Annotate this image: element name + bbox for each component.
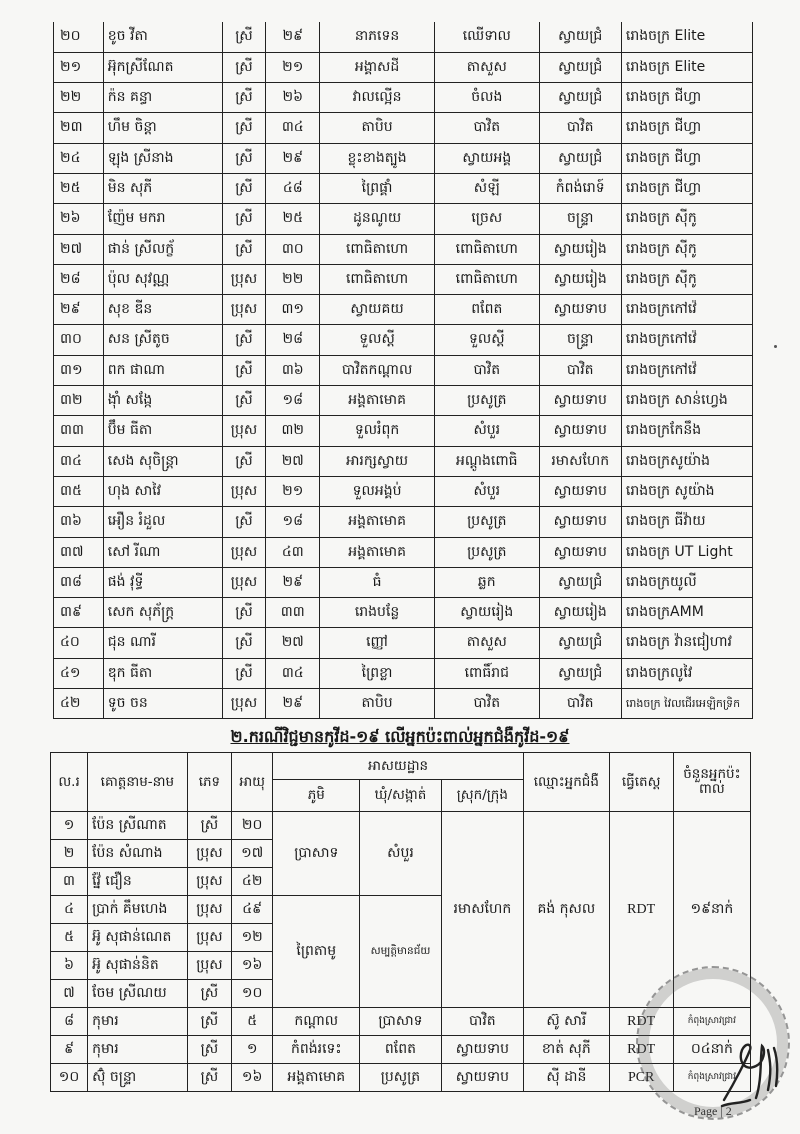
cell-contacts: កំពុងស្រាវជ្រាវ (673, 1008, 750, 1036)
cell-commune-merged: សម្បត្តិមានជ័យ (360, 896, 441, 1008)
cell-age: ២៩ (266, 22, 320, 52)
cell-test: RDT (609, 1036, 673, 1064)
cell-name: ពក ផាណា (103, 355, 222, 385)
cell-name: ប៉ែន ស្រីណាត (88, 812, 188, 840)
cell-age: ២៨ (266, 325, 320, 355)
cell-district: ស្វាយជ្រំ (539, 628, 621, 658)
cell-name: ប៊ឹម ធីតា (103, 416, 222, 446)
cell-sex: ប្រុស (222, 567, 266, 597)
cell-district: ស្វាយរៀង (539, 598, 621, 628)
cell-no: ៣៤ (54, 446, 104, 476)
cell-age: ២០ (232, 812, 273, 840)
cell-no: ៨ (51, 1008, 88, 1036)
cell-name: ប្រាក់ គឹមហេង (88, 896, 188, 924)
cell-district: បាវិត (539, 689, 621, 719)
cell-workplace: រោងចក្រ UT Light (621, 537, 752, 567)
cell-commune: ស្វាយរៀង (434, 598, 539, 628)
cell-no: ៣៨ (54, 567, 104, 597)
cell-district: ស្វាយជ្រំ (539, 52, 621, 82)
cell-age: ២៩ (266, 689, 320, 719)
cell-commune: តាសួស (434, 52, 539, 82)
cell-commune: ពោធិ៍រាជ (434, 658, 539, 688)
cell-district: ស្វាយទាប (539, 507, 621, 537)
cell-name: ខូច វីតា (103, 22, 222, 52)
cell-commune: ប្រាសាទ (360, 1008, 441, 1036)
cell-workplace: រោងចក្រ ជីហ្វា (621, 173, 752, 203)
cell-commune-merged: សំបួរ (360, 812, 441, 896)
cell-district: ស្វាយជ្រំ (539, 83, 621, 113)
cell-workplace: រោងចក្រកៅវ៉េ (621, 325, 752, 355)
cell-name: ស៊ុំ ចន្ទ្រា (88, 1064, 188, 1092)
cell-age: ១ (232, 1036, 273, 1064)
header-sex: ភេទ (187, 753, 231, 812)
cell-commune: បាវិត (434, 113, 539, 143)
cell-village: អង្គាសដី (320, 52, 435, 82)
cell-village: អង្គតាមោគ (320, 386, 435, 416)
cell-patient: ស៊ូ សារី (524, 1008, 610, 1036)
table-row (51, 1008, 751, 1036)
table-row (54, 476, 753, 506)
cell-village: អារក្សស្វាយ (320, 446, 435, 476)
cell-workplace: រោងចក្រAMM (621, 598, 752, 628)
header-name: គោត្តនាម-នាម (88, 753, 188, 812)
cell-age: ៣១ (266, 295, 320, 325)
cell-name: អ៊ូ សុផាន់និត (88, 952, 188, 980)
cell-age: ៣៣ (266, 598, 320, 628)
cell-village-merged: ប្រាសាទ (273, 812, 360, 896)
cell-name: ចែម ស្រីណយ (88, 980, 188, 1008)
cell-name: ក៉ន គន្ធា (103, 83, 222, 113)
cell-sex: ប្រុស (187, 840, 231, 868)
cell-age: ៣២ (266, 416, 320, 446)
cell-village: ពោធិតាហោ (320, 234, 435, 264)
cell-sex: ស្រី (222, 234, 266, 264)
cell-sex: ស្រី (187, 1036, 231, 1064)
cell-district: ចន្ទ្រា (539, 325, 621, 355)
cell-commune: បាវិត (434, 689, 539, 719)
cases-table-body (54, 22, 753, 719)
header-patient-name: ឈ្មោះអ្នកជំងឺ (524, 753, 610, 812)
cell-commune: ប្រសូត្រ (434, 537, 539, 567)
cases-table-continued (53, 22, 753, 719)
cell-no: ៣ (51, 868, 88, 896)
cell-commune: បាវិត (434, 355, 539, 385)
cell-sex: ស្រី (187, 812, 231, 840)
cell-district: ស្វាយទាប (539, 416, 621, 446)
cell-no: ២៨ (54, 264, 104, 294)
cell-sex: ស្រី (222, 628, 266, 658)
cell-contacts-merged: ១៩នាក់ (673, 812, 750, 1008)
table-row (54, 446, 753, 476)
cell-no: ២០ (54, 22, 104, 52)
cell-no: ៤២ (54, 689, 104, 719)
cell-no: ១ (51, 812, 88, 840)
cell-village: កំពង់រទេះ (273, 1036, 360, 1064)
cell-commune: ប្រសូត្រ (434, 507, 539, 537)
cell-district: រមាសហែក (539, 446, 621, 476)
cell-district: ស្វាយទាប (539, 476, 621, 506)
cell-workplace: រោងចក្រ ធីវ៉ាយ (621, 507, 752, 537)
cell-workplace: រោងចក្រកៅវ៉េ (621, 355, 752, 385)
cell-commune: ចំលង (434, 83, 539, 113)
cell-age: ២១ (266, 476, 320, 506)
cell-commune: ប្រសូត្រ (360, 1064, 441, 1092)
cell-name: ញ៉ែម មករា (103, 204, 222, 234)
cell-district: ស្វាយទាប (539, 295, 621, 325)
cell-workplace: រោងចក្រ ជីហ្វា (621, 113, 752, 143)
contact-cases-table (50, 752, 751, 1092)
cell-village: ទួលអង្គប់ (320, 476, 435, 506)
cell-commune: ពោធិតាហោ (434, 264, 539, 294)
cell-sex: ស្រី (187, 1064, 231, 1092)
cell-commune: សំឡី (434, 173, 539, 203)
cell-sex: ស្រី (187, 980, 231, 1008)
cell-age: ១០ (232, 980, 273, 1008)
cell-workplace: រោងចក្រលូវៃ (621, 658, 752, 688)
cell-name: ទូច ចន (103, 689, 222, 719)
cell-commune: ច្រេស (434, 204, 539, 234)
cell-district: ស្វាយជ្រំ (539, 143, 621, 173)
cell-village: ស្វាយគយ (320, 295, 435, 325)
cell-age: ៤៩ (232, 896, 273, 924)
cell-age: ២៩ (266, 143, 320, 173)
table-row (54, 234, 753, 264)
cell-workplace: រោងចក្រ ជីហ្វា (621, 143, 752, 173)
cell-no: ៣០ (54, 325, 104, 355)
cell-test: PCR (609, 1064, 673, 1092)
cell-no: ៦ (51, 952, 88, 980)
table-row (54, 22, 753, 52)
header-commune: ឃុំ/សង្កាត់ (360, 780, 441, 812)
cell-commune: ស្វាយអង្គ (434, 143, 539, 173)
cell-workplace: រោងចក្រកៅវ៉េ (621, 295, 752, 325)
cell-name: អ៊ូ សុផាន់ណេត (88, 924, 188, 952)
cell-sex: ស្រី (222, 658, 266, 688)
cell-name: សន ស្រីតូច (103, 325, 222, 355)
cell-name: ង៉ាំ សង្កែ (103, 386, 222, 416)
cell-test-merged: RDT (609, 812, 673, 1008)
cell-name: កុមារ (88, 1008, 188, 1036)
table-row (51, 1064, 751, 1092)
cell-sex: ប្រុស (222, 416, 266, 446)
cell-name: សេង សុចិន្ត្រា (103, 446, 222, 476)
cell-sex: ស្រី (222, 325, 266, 355)
cell-age: ២១ (266, 52, 320, 82)
cell-no: ៤ (51, 896, 88, 924)
cell-name: អឿន រំដួល (103, 507, 222, 537)
cell-name: សៅ រីណា (103, 537, 222, 567)
cell-village: អង្គតាមោគ (273, 1064, 360, 1092)
cell-age: ៤២ (232, 868, 273, 896)
cell-sex: ប្រុស (222, 689, 266, 719)
cell-sex: ស្រី (222, 204, 266, 234)
cell-sex: ស្រី (222, 355, 266, 385)
cell-village: វាលល្អើន (320, 83, 435, 113)
cell-sex: ស្រី (222, 143, 266, 173)
cell-workplace: រោងចក្រ ស៊ីកូ (621, 234, 752, 264)
cell-name: សេក សុភ័ក្ត្រ (103, 598, 222, 628)
cell-age: ៥ (232, 1008, 273, 1036)
page-number: Page | 2 (694, 1104, 732, 1118)
cell-age: ២៧ (266, 628, 320, 658)
cell-no: ២៧ (54, 234, 104, 264)
cell-village: ព្រៃផ្គាំ (320, 173, 435, 203)
cell-no: ៣៣ (54, 416, 104, 446)
header-no: ល.រ (51, 753, 88, 812)
table-row (54, 52, 753, 82)
cell-village: អង្គតាមោគ (320, 507, 435, 537)
cell-district: ស្វាយរៀង (539, 234, 621, 264)
cell-district: ស្វាយទាប (539, 537, 621, 567)
cell-name: ប៉ែន សំណាង (88, 840, 188, 868)
cell-workplace: រោងចក្រ សាន់ហ្វេង (621, 386, 752, 416)
cell-village: ខ្លុះខាងត្បូង (320, 143, 435, 173)
table-row (54, 507, 753, 537)
cell-sex: ប្រុស (187, 924, 231, 952)
cell-no: ៣៥ (54, 476, 104, 506)
cell-contacts: កំពុងស្រាវជ្រាវ (673, 1064, 750, 1092)
cell-sex: ប្រុស (222, 537, 266, 567)
cell-age: ៤៣ (266, 537, 320, 567)
cell-no: ២៩ (54, 295, 104, 325)
cell-age: ១៨ (266, 507, 320, 537)
cell-sex: ស្រី (222, 22, 266, 52)
table-row (54, 325, 753, 355)
cell-age: ៣០ (266, 234, 320, 264)
cell-village: ដូនណូយ (320, 204, 435, 234)
cell-district: ស្វាយរៀង (539, 264, 621, 294)
cell-district: ស្វាយជ្រំ (539, 658, 621, 688)
table-row (54, 658, 753, 688)
cell-sex: ប្រុស (222, 264, 266, 294)
cell-name: ផង់ វុទ្ធី (103, 567, 222, 597)
cell-sex: ប្រុស (187, 896, 231, 924)
cell-village: តាបិប (320, 689, 435, 719)
cell-contacts: ០៤នាក់ (673, 1036, 750, 1064)
cell-name: ឡុង ស្រីនាង (103, 143, 222, 173)
cell-age: ២៩ (266, 567, 320, 597)
cell-district: ស្វាយជ្រំ (539, 22, 621, 52)
cell-no: ៣៦ (54, 507, 104, 537)
cell-age: ៣៦ (266, 355, 320, 385)
cell-sex: ស្រី (222, 173, 266, 203)
cell-no: ២៤ (54, 143, 104, 173)
cell-workplace: រោងចក្រ ស៊ីកូ (621, 264, 752, 294)
table-row (51, 1036, 751, 1064)
header-test: ធ្វើតេស្ត (609, 753, 673, 812)
cell-district: កំពង់រោទ៍ (539, 173, 621, 203)
header-age: អាយុ (232, 753, 273, 812)
table-row (54, 598, 753, 628)
table-row (54, 264, 753, 294)
cell-commune: ពពែត (360, 1036, 441, 1064)
scan-speck (774, 345, 777, 348)
cell-sex: ប្រុស (187, 952, 231, 980)
cell-age: ២២ (266, 264, 320, 294)
cell-sex: ស្រី (222, 52, 266, 82)
table-row (54, 355, 753, 385)
cell-district: ស្វាយទាប (441, 1036, 523, 1064)
section-title: ២.ករណីវិជ្ជមានកូវីដ-១៩ លើអ្នកប៉ះពាល់អ្នកជំងឺកូវីដ-១៩ (230, 727, 570, 746)
cell-workplace: រោងចក្រ Elite (621, 52, 752, 82)
cell-village: នាភទេន (320, 22, 435, 52)
cell-name: ជុន ណារី (103, 628, 222, 658)
cell-name: អ៊ុកស្រីណែត (103, 52, 222, 82)
table-row (54, 416, 753, 446)
header-district: ស្រុក/ក្រុង (441, 780, 523, 812)
cell-workplace: រោងចក្រកែនឹង (621, 416, 752, 446)
cell-age: ១២ (232, 924, 273, 952)
cell-age: ២៥ (266, 204, 320, 234)
cell-sex: ប្រុស (187, 868, 231, 896)
cell-district: បាវិត (539, 355, 621, 385)
cell-village-merged: ព្រៃតាមូ (273, 896, 360, 1008)
cell-commune: ពពែត (434, 295, 539, 325)
cell-age: ២៦ (266, 83, 320, 113)
cell-sex: ស្រី (222, 598, 266, 628)
cell-workplace: រោងចក្រ វ៉ានជៀហាវ (621, 628, 752, 658)
cell-commune: ឆ្លក (434, 567, 539, 597)
table-row (54, 537, 753, 567)
cell-commune: ឈើទាល (434, 22, 539, 52)
cell-no: ២១ (54, 52, 104, 82)
table-row (51, 812, 751, 840)
cell-no: ៤១ (54, 658, 104, 688)
cell-age: ១៦ (232, 1064, 273, 1092)
cell-district: បាវិត (441, 1008, 523, 1036)
cell-district: បាវិត (539, 113, 621, 143)
header-contacts: ចំនួនអ្នកប៉ះពាល់ (673, 753, 750, 812)
table-row (54, 173, 753, 203)
cell-name: សុខ ឌីន (103, 295, 222, 325)
cell-village: ញ្ញៅ (320, 628, 435, 658)
cell-age: ៣៤ (266, 113, 320, 143)
cell-age: ៣៤ (266, 658, 320, 688)
cell-sex: ស្រី (187, 1008, 231, 1036)
cell-no: ៣៧ (54, 537, 104, 567)
cell-age: ២៧ (266, 446, 320, 476)
cell-name: ផាន់ ស្រីលក្ខ័ (103, 234, 222, 264)
cell-sex: ស្រី (222, 386, 266, 416)
cell-name: ហុង សាវៃ (103, 476, 222, 506)
cell-no: ២៥ (54, 173, 104, 203)
table-row (54, 143, 753, 173)
cell-name: វ៉ែ្ន ជឿន (88, 868, 188, 896)
cell-age: ១៧ (232, 840, 273, 868)
cell-no: ២៦ (54, 204, 104, 234)
cell-village: រោងបន្លែ (320, 598, 435, 628)
header-address: អាសយដ្ឋាន (273, 753, 524, 780)
cell-workplace: រោងចក្រ វៃលជើរអេឡិកទ្រិក (621, 689, 752, 719)
cell-name: កុមារ (88, 1036, 188, 1064)
table-row (54, 295, 753, 325)
table-row (54, 689, 753, 719)
cell-commune: អណ្តូងពោធិ (434, 446, 539, 476)
cell-no: ៥ (51, 924, 88, 952)
cell-district: ស្វាយជ្រំ (539, 567, 621, 597)
cell-village: ព្រៃខ្លា (320, 658, 435, 688)
cell-commune: ទួលស្តី (434, 325, 539, 355)
cell-sex: ស្រី (222, 507, 266, 537)
cell-no: ៣១ (54, 355, 104, 385)
cell-patient: ស៊ី ដានី (524, 1064, 610, 1092)
cell-no: ២ (51, 840, 88, 868)
cell-sex: ស្រី (222, 446, 266, 476)
cell-sex: ស្រី (222, 113, 266, 143)
cell-commune: ប្រសូត្រ (434, 386, 539, 416)
table-row (54, 83, 753, 113)
cell-no: ២២ (54, 83, 104, 113)
cell-workplace: រោងចក្រ ស៊ីកូ (621, 204, 752, 234)
cell-commune: តាសួស (434, 628, 539, 658)
cell-village: ធំ (320, 567, 435, 597)
cell-commune: ពោធិតាហោ (434, 234, 539, 264)
table-row (54, 204, 753, 234)
cell-no: ៣២ (54, 386, 104, 416)
cell-workplace: រោងចក្រ Elite (621, 22, 752, 52)
cell-commune: សំបួរ (434, 416, 539, 446)
cell-village: កណ្តាល (273, 1008, 360, 1036)
cell-no: ៧ (51, 980, 88, 1008)
cell-workplace: រោងចក្រយូលី (621, 567, 752, 597)
cell-no: ២៣ (54, 113, 104, 143)
table-row (54, 113, 753, 143)
cell-no: ៩ (51, 1036, 88, 1064)
cell-age: ១៨ (266, 386, 320, 416)
cell-village: អង្គតាមោគ (320, 537, 435, 567)
cell-name: ឌុក ធីតា (103, 658, 222, 688)
cell-village: ទួលស្តី (320, 325, 435, 355)
cell-workplace: រោងចក្រសូយ៉ាង (621, 446, 752, 476)
cell-district: ចន្ទ្រា (539, 204, 621, 234)
cell-name: ប៉ុល សុវណ្ណ (103, 264, 222, 294)
cell-patient: ខាត់ សុភី (524, 1036, 610, 1064)
cell-no: ៣៩ (54, 598, 104, 628)
table-row (54, 567, 753, 597)
cell-sex: ស្រី (222, 83, 266, 113)
table-row (54, 628, 753, 658)
table-row (54, 386, 753, 416)
cell-commune: សំបួរ (434, 476, 539, 506)
cell-test: RDT (609, 1008, 673, 1036)
cell-district-merged: រមាសហែក (441, 812, 523, 1008)
header-village: ភូមិ (273, 780, 360, 812)
cell-village: បាវិតកណ្តាល (320, 355, 435, 385)
cell-sex: ប្រុស (222, 476, 266, 506)
cell-no: ១០ (51, 1064, 88, 1092)
cell-name: ហឹម ចិន្តា (103, 113, 222, 143)
cell-age: ៤៨ (266, 173, 320, 203)
cell-age: ១៦ (232, 952, 273, 980)
cell-village: ទួលរំពុក (320, 416, 435, 446)
cell-village: តាបិប (320, 113, 435, 143)
cell-village: ពោធិតាហោ (320, 264, 435, 294)
cell-district: ស្វាយទាប (441, 1064, 523, 1092)
cell-workplace: រោងចក្រ ជីហ្វា (621, 83, 752, 113)
cell-sex: ប្រុស (222, 295, 266, 325)
cell-patient-merged: គង់ កុសល (524, 812, 610, 1008)
cell-workplace: រោងចក្រ សូយ៉ាង (621, 476, 752, 506)
cell-district: ស្វាយទាប (539, 386, 621, 416)
cell-no: ៤០ (54, 628, 104, 658)
cell-name: មិន សុភី (103, 173, 222, 203)
